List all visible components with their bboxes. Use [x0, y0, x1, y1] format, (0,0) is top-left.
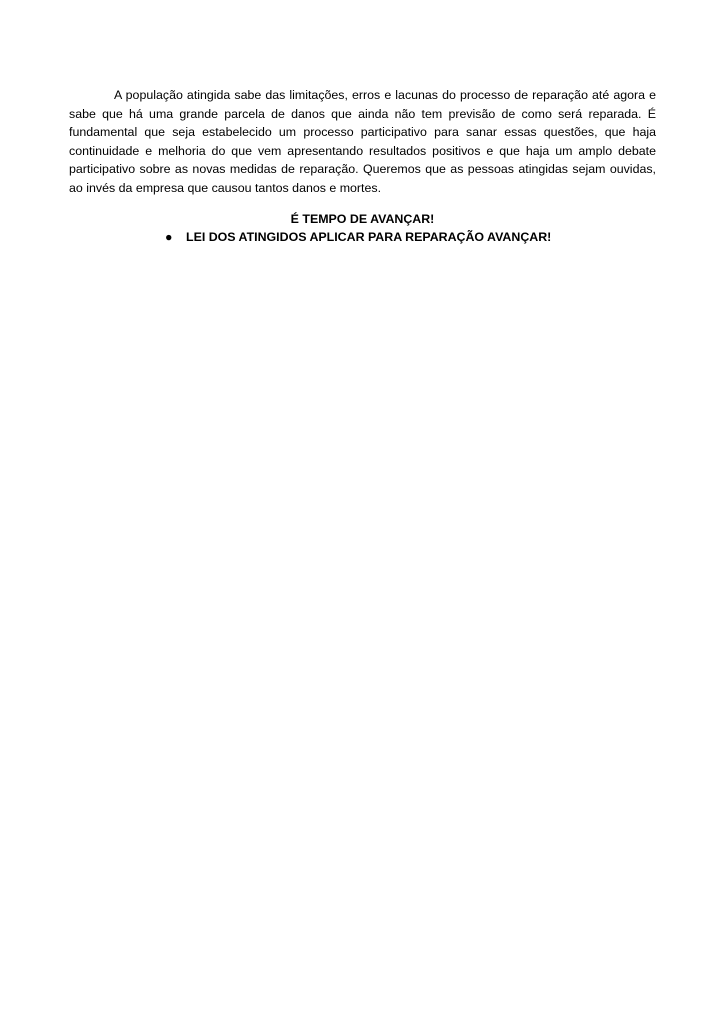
- bullet-text: LEI DOS ATINGIDOS APLICAR PARA REPARAÇÃO AVANÇAR!: [186, 229, 552, 244]
- document-body: [69, 86, 656, 246]
- bullet-list-item: [69, 228, 656, 246]
- bullet-dot-icon: ●: [165, 229, 173, 244]
- bullet-list: [69, 228, 656, 246]
- body-paragraph: A população atingida sabe das limitações, erros e lacunas do processo de reparação até agora e sabe que há uma grande parcela de danos que ainda não tem previsão de como será reparada. É fundamental que seja estabelecido um processo participativo para sanar essas questões, que haja continuidade e melhoria do que vem apresentando resultados positivos e que haja um amplo debate participativo sobre as novas medidas de reparação. Queremos que as pessoas atingidas sejam ouvidas, ao invés da empresa que causou tantos danos e mortes.: [69, 88, 656, 195]
- slogan-heading: É TEMPO DE AVANÇAR!: [290, 211, 435, 226]
